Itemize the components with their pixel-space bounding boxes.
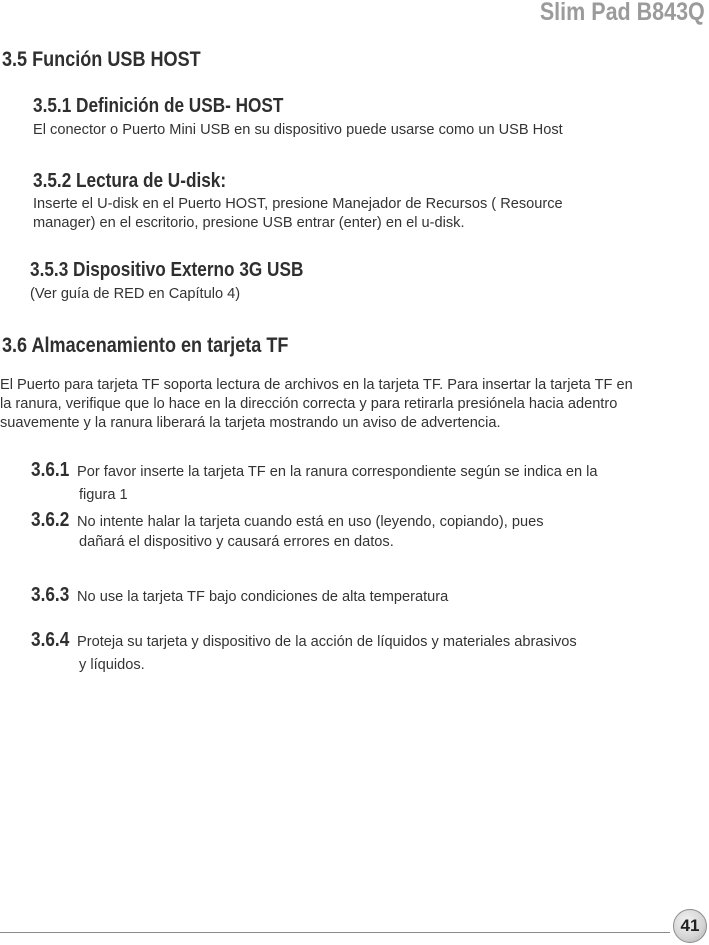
section-3-5-title: 3.5 Función USB HOST bbox=[2, 48, 201, 71]
page-number: 41 bbox=[680, 916, 700, 935]
section-3-6-paragraph-line3: suavemente y la ranura liberará la tarjeta mostrando un aviso de advertencia. bbox=[0, 415, 501, 431]
item-number: 3.6.4 bbox=[31, 629, 70, 651]
section-3-5-1-title: 3.5.1 Definición de USB- HOST bbox=[33, 95, 284, 117]
list-item bbox=[31, 459, 598, 482]
item-text-line1: Proteja su tarjeta y dispositivo de la acción de líquidos y materiales abrasivos bbox=[77, 634, 577, 650]
item-number: 3.6.2 bbox=[31, 509, 70, 531]
page-number-badge bbox=[673, 909, 707, 943]
section-3-6-paragraph-line2: la ranura, verifique que lo hace en la dirección correcta y para retirarla presiónela hacia adentro bbox=[0, 396, 618, 412]
section-3-5-2-line1: Inserte el U-disk en el Puerto HOST, presione Manejador de Recursos ( Resource bbox=[33, 196, 563, 212]
item-text-line2: figura 1 bbox=[79, 487, 128, 503]
item-text-line1: Por favor inserte la tarjeta TF en la ranura correspondiente según se indica en la bbox=[77, 464, 598, 480]
item-text-line1: No intente halar la tarjeta cuando está en uso (leyendo, copiando), pues bbox=[77, 514, 544, 530]
section-3-5-1-text: El conector o Puerto Mini USB en su dispositivo puede usarse como un USB Host bbox=[33, 122, 563, 138]
list-item bbox=[31, 509, 544, 532]
footer-divider bbox=[0, 932, 670, 933]
section-3-6-paragraph-line1: El Puerto para tarjeta TF soporta lectura de archivos en la tarjeta TF. Para insertar la tarjeta TF en bbox=[0, 377, 633, 393]
list-item bbox=[31, 584, 448, 607]
brand-title: Slim Pad B843Q bbox=[540, 0, 705, 26]
section-3-6-title: 3.6 Almacenamiento en tarjeta TF bbox=[2, 334, 289, 357]
section-3-5-2-title: 3.5.2 Lectura de U-disk: bbox=[33, 170, 227, 192]
section-3-5-3-text: (Ver guía de RED en Capítulo 4) bbox=[30, 286, 241, 302]
section-3-5-3-title: 3.5.3 Dispositivo Externo 3G USB bbox=[30, 259, 304, 281]
item-text-line1: No use la tarjeta TF bajo condiciones de alta temperatura bbox=[77, 589, 449, 605]
section-3-5-2-line2: manager) en el escritorio, presione USB entrar (enter) en el u-disk. bbox=[33, 215, 465, 231]
item-number: 3.6.1 bbox=[31, 459, 70, 481]
list-item bbox=[31, 629, 577, 652]
item-text-line2: dañará el dispositivo y causará errores en datos. bbox=[79, 534, 394, 550]
item-text-line2: y líquidos. bbox=[79, 657, 145, 673]
item-number: 3.6.3 bbox=[31, 584, 70, 606]
